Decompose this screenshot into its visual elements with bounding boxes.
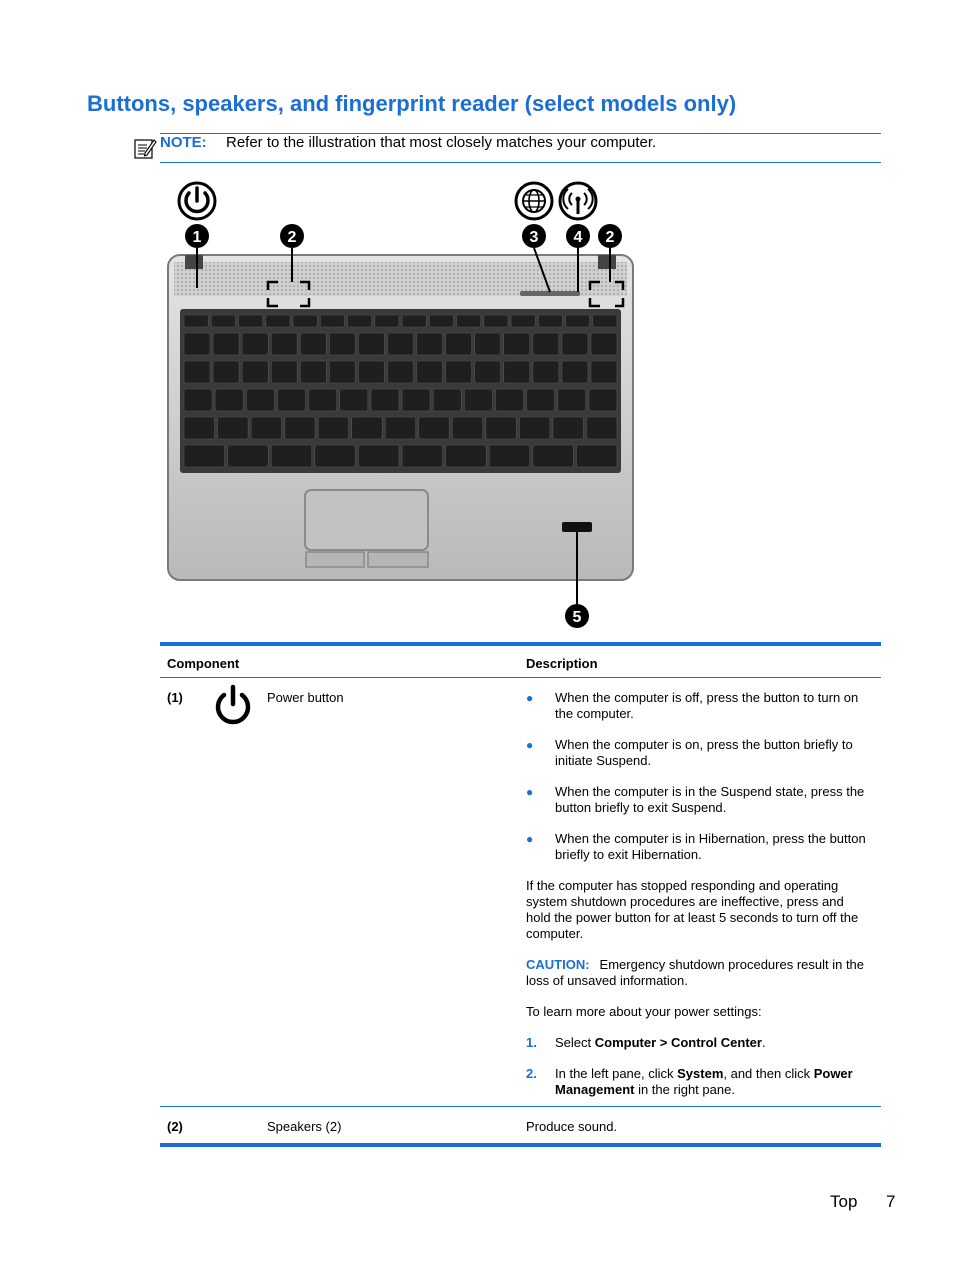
list-item: ● When the computer is off, press the button to turn on the computer. — [526, 690, 859, 721]
header-component: Component — [167, 656, 240, 671]
row-number: (2) — [167, 1119, 183, 1134]
callout-4 — [566, 224, 590, 248]
callout-1 — [185, 224, 209, 248]
note-text: Refer to the illustration that most closely matches your computer. — [226, 134, 657, 151]
globe-icon — [516, 183, 552, 219]
shutdown-paragraph: If the computer has stopped responding and operating system shutdown procedures are ineffective, press and hold the power button for at least 5 seconds to turn off the computer. — [526, 878, 859, 941]
callout-5 — [565, 604, 589, 628]
note-box — [160, 133, 881, 163]
power-icon — [213, 684, 253, 726]
learn-more: To learn more about your power settings: — [526, 1004, 762, 1019]
step-2: 2. In the left pane, click System, and then click Power Management in the right pane. — [526, 1066, 853, 1097]
table-header — [160, 646, 881, 678]
step-1: 1. Select Computer > Control Center. — [526, 1035, 766, 1050]
component-description — [526, 678, 881, 1106]
row-number: (1) — [167, 690, 183, 705]
list-item: ● When the computer is in Hibernation, press the button briefly to exit Hibernation. — [526, 831, 866, 862]
component-description: Produce sound. — [526, 1119, 618, 1134]
callout-4-label: 4 — [573, 229, 583, 246]
speaker-grille — [174, 262, 627, 296]
component-name: Power button — [267, 690, 344, 705]
callout-1-label: 1 — [192, 229, 202, 246]
callout-5-label: 5 — [572, 609, 582, 626]
wireless-icon — [560, 183, 596, 219]
callout-2-right-label: 2 — [605, 229, 615, 246]
touchpad-left-button — [306, 552, 364, 567]
touchpad — [305, 490, 428, 550]
callout-3 — [522, 224, 546, 248]
table-row — [160, 1107, 881, 1143]
table-row — [160, 678, 881, 1107]
callout-2-right — [598, 224, 622, 248]
component-name: Speakers (2) — [267, 1119, 342, 1134]
callout-2-left-label: 2 — [287, 229, 297, 246]
power-icon — [179, 183, 215, 219]
caution-text: Emergency shutdown procedures result in the loss of unsaved information. — [526, 957, 865, 988]
header-description: Description — [526, 656, 598, 671]
caution — [526, 957, 871, 989]
note-label: NOTE: — [160, 134, 207, 151]
page-title: Buttons, speakers, and fingerprint reader (select models only) — [87, 91, 737, 116]
list-item: ● When the computer is in the Suspend state, press the button briefly to exit Suspend. — [526, 784, 865, 815]
list-item: ● When the computer is on, press the button briefly to initiate Suspend. — [526, 737, 853, 768]
callout-3-label: 3 — [529, 229, 539, 246]
fingerprint-reader — [562, 522, 592, 532]
footer-section: Top — [830, 1192, 858, 1211]
touchpad-right-button — [368, 552, 428, 567]
caution-label: CAUTION: — [526, 957, 590, 972]
note-icon — [133, 136, 157, 160]
callout-2-left — [280, 224, 304, 248]
keyboard-illustration — [160, 172, 650, 632]
page-number: 7 — [886, 1192, 896, 1211]
components-table — [160, 642, 881, 1147]
